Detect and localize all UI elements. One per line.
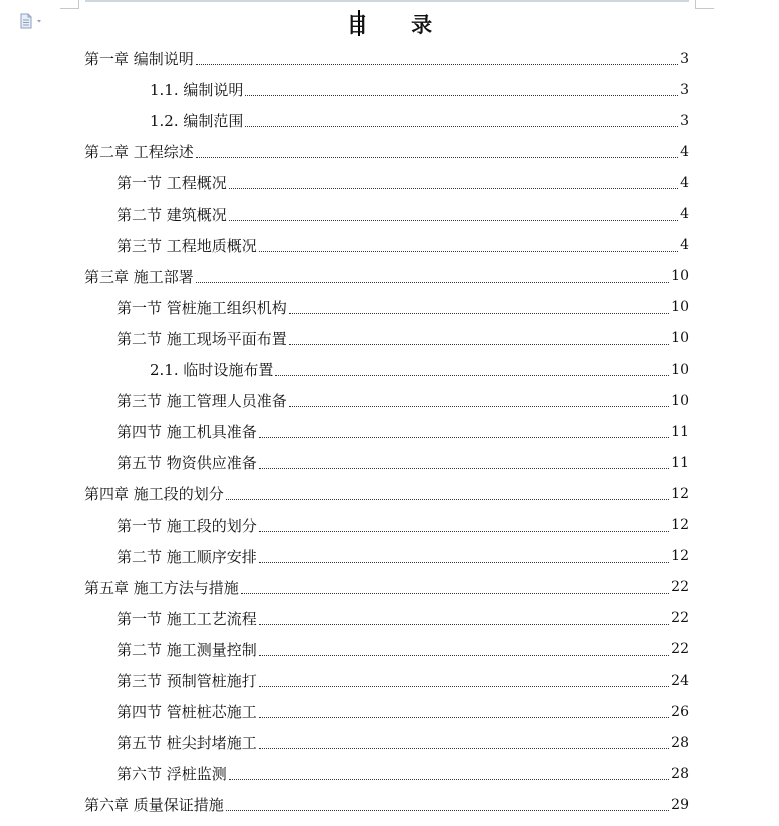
toc-dot-leader [259, 748, 669, 749]
toc-page-number: 10 [671, 392, 689, 409]
toc-entry[interactable] [117, 199, 689, 230]
toc-entry[interactable] [117, 634, 689, 665]
toc-page-number: 4 [680, 237, 689, 254]
toc-entry-label: 第六节 浮桩监测 [117, 765, 227, 784]
toc-entry[interactable] [117, 696, 689, 727]
toc-entry[interactable] [84, 789, 689, 820]
toc-dot-leader [245, 95, 678, 96]
toc-entry-label: 第四节 管桩桩芯施工 [117, 703, 257, 722]
toc-entry[interactable] [117, 323, 689, 354]
toc-entry[interactable] [117, 727, 689, 758]
toc-dot-leader [289, 344, 669, 345]
toc-dot-leader [229, 220, 678, 221]
toc-page-number: 4 [680, 206, 689, 222]
toc-entry[interactable] [117, 447, 689, 478]
toc-entry-label: 第三节 工程地质概况 [117, 236, 257, 255]
toc-dot-leader [229, 188, 678, 189]
toc-dot-leader [259, 251, 678, 252]
toc-entry-label: 第二节 建筑概况 [117, 205, 227, 224]
toc-dot-leader [259, 562, 669, 563]
toc-entry-label: 第一节 管桩施工组织机构 [117, 298, 287, 317]
toc-entry-label: 第三节 预制管桩施打 [117, 672, 257, 690]
toc-page-number: 26 [671, 703, 689, 720]
toc-entry-label: 第二节 施工现场平面布置 [117, 329, 287, 348]
toc-page-number: 4 [680, 174, 689, 191]
toc-page-number: 22 [671, 641, 689, 658]
toc-entry-label: 第二节 施工顺序安排 [117, 547, 257, 566]
toc-entry-label: 2.1. 临时设施布置 [150, 361, 274, 379]
toc-entry[interactable] [117, 292, 689, 323]
toc-page-number: 28 [671, 765, 689, 782]
toc-entry[interactable] [117, 510, 689, 541]
toc-page-number: 3 [680, 112, 689, 129]
toc-page-number: 3 [680, 50, 689, 67]
toc-entry[interactable] [117, 603, 689, 634]
toc-entry[interactable] [150, 74, 689, 105]
toc-entry[interactable] [117, 385, 689, 416]
toc-entry[interactable] [84, 136, 689, 167]
page-corner-mark-left [60, 0, 79, 9]
toc-page-number: 11 [671, 454, 689, 471]
toc-entry-label: 第一章 编制说明 [84, 50, 194, 68]
toc-entry-label: 第四节 施工机具准备 [117, 423, 257, 442]
toc-page-number: 10 [671, 361, 689, 378]
toc-dot-leader [289, 406, 669, 407]
toc-dot-leader [241, 593, 669, 594]
toc-entry-label: 第五节 桩尖封堵施工 [117, 734, 257, 753]
toc-entry[interactable] [117, 230, 689, 261]
toc-entry-label: 1.2. 编制范围 [150, 112, 244, 131]
toc-page-number: 29 [671, 796, 689, 813]
toc-entry[interactable] [117, 416, 689, 447]
toc-entry-label: 第四章 施工段的划分 [84, 485, 224, 504]
toc-entry-label: 第三章 施工部署 [84, 267, 194, 286]
toc-entry[interactable] [117, 665, 689, 696]
toc-dot-leader [275, 375, 669, 376]
toc-dot-leader [259, 437, 669, 438]
toc-dot-leader [259, 686, 669, 687]
toc-entry[interactable] [117, 758, 689, 789]
toc-entry[interactable] [84, 478, 689, 509]
page-top-edge [85, 0, 689, 2]
toc-entry-label: 第六章 质量保证措施 [84, 796, 224, 815]
toc-dot-leader [259, 468, 669, 469]
toc-dot-leader [229, 779, 669, 780]
toc-page-number: 12 [671, 548, 689, 565]
toc-dot-leader [259, 624, 669, 625]
toc-page-number: 3 [680, 81, 689, 98]
toc-page-number: 4 [680, 143, 689, 160]
toc-dot-leader [196, 157, 678, 158]
toc-dot-leader [226, 499, 669, 500]
toc-dot-leader [196, 64, 678, 65]
toc-page-number: 10 [671, 330, 689, 347]
toc-page-number: 22 [671, 579, 689, 596]
toc-dot-leader [289, 313, 669, 314]
toc-entry-label: 第一节 工程概况 [117, 174, 227, 193]
toc-entry-label: 第一节 施工工艺流程 [117, 609, 257, 628]
toc-entry[interactable] [117, 167, 689, 198]
page-corner-mark-right [695, 0, 714, 9]
toc-dot-leader [226, 810, 669, 811]
toc-entry[interactable] [117, 541, 689, 572]
toc-entry[interactable] [84, 572, 689, 603]
toc-page-number: 10 [671, 268, 689, 285]
toc-page-number: 12 [671, 485, 689, 502]
toc-dot-leader [259, 531, 669, 532]
toc-dot-leader [259, 655, 669, 656]
toc-page-number: 10 [671, 299, 689, 316]
toc-entry[interactable] [150, 354, 689, 385]
toc-title: 目 录 [346, 12, 451, 37]
toc-entry[interactable] [84, 261, 689, 292]
toc-entry-label: 第五节 物资供应准备 [117, 454, 257, 473]
toc-entry-label: 第二节 施工测量控制 [117, 640, 257, 659]
toc-entry-label: 第一节 施工段的划分 [117, 516, 257, 535]
toc-entry[interactable] [84, 43, 689, 74]
toc-page-number: 28 [671, 734, 689, 751]
toc-entry-label: 第三节 施工管理人员准备 [117, 392, 287, 411]
toc-dot-leader [259, 717, 669, 718]
toc-entry-label: 第五章 施工方法与措施 [84, 578, 239, 597]
toc-entry-label: 1.1. 编制说明 [150, 81, 244, 100]
toc-dot-leader [245, 126, 678, 127]
toc-page-number: 11 [671, 423, 689, 440]
toc-entry[interactable] [150, 105, 689, 136]
toc-page-number: 22 [671, 610, 689, 627]
toc-page-number: 12 [671, 517, 689, 533]
toc-page-number: 24 [671, 672, 689, 689]
toc-dot-leader [196, 282, 669, 283]
toc-entry-label: 第二章 工程综述 [84, 143, 194, 162]
